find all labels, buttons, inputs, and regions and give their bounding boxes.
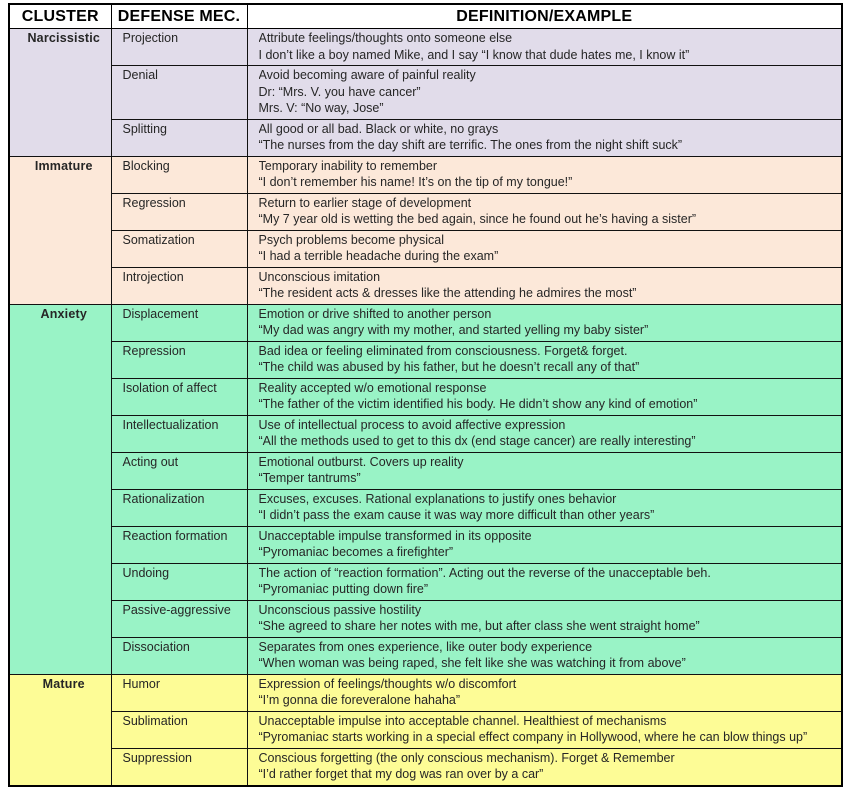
mechanism-cell: Projection: [111, 29, 247, 66]
definition-line: Use of intellectual process to avoid affective expression: [258, 417, 566, 432]
definition-cell: [247, 193, 842, 230]
definition-line: All good or all bad. Black or white, no grays: [258, 121, 499, 136]
definition-line: Avoid becoming aware of painful reality: [258, 68, 476, 82]
definition-cell: [247, 674, 842, 711]
mechanism-cell: Humor: [111, 674, 247, 711]
table-header: [9, 4, 842, 29]
example-line: “I didn’t pass the exam cause it was way more difficult than other years”: [258, 508, 655, 522]
example-line: “She agreed to share her notes with me, but after class she went straight home”: [258, 619, 700, 633]
definition-cell: [247, 29, 842, 66]
mechanism-cell: Denial: [111, 66, 247, 120]
cluster-label-narcissistic: Narcissistic: [9, 29, 111, 157]
definition-cell: [247, 415, 842, 452]
definition-line: Conscious forgetting (the only conscious mechanism). Forget & Remember: [258, 750, 675, 765]
table-row: [9, 119, 842, 156]
header-cluster: CLUSTER: [9, 4, 111, 29]
table-row: [9, 230, 842, 267]
mechanism-cell: Intellectualization: [111, 415, 247, 452]
cluster-label-anxiety: Anxiety: [9, 304, 111, 674]
example-line: “I’m gonna die foreveralone hahaha”: [258, 693, 461, 707]
definition-line: Expression of feelings/thoughts w/o discomfort: [258, 676, 517, 691]
example-line: “I had a terrible headache during the exam”: [258, 249, 499, 263]
definition-line: Return to earlier stage of development: [258, 195, 472, 210]
table-row: [9, 526, 842, 563]
example-line: “When woman was being raped, she felt like she was watching it from above”: [258, 656, 686, 670]
table-row: [9, 304, 842, 341]
header-defense-mec: DEFENSE MEC.: [111, 4, 247, 29]
definition-cell: [247, 600, 842, 637]
example-line: Mrs. V: “No way, Jose”: [258, 101, 384, 115]
table-row: [9, 66, 842, 120]
definition-cell: [247, 711, 842, 748]
definition-cell: [247, 489, 842, 526]
mechanism-cell: Introjection: [111, 267, 247, 304]
definition-cell: [247, 119, 842, 156]
mechanism-cell: Reaction formation: [111, 526, 247, 563]
example-line: “The nurses from the day shift are terrific. The ones from the night shift suck”: [258, 138, 683, 152]
table-row: [9, 378, 842, 415]
definition-line: Bad idea or feeling eliminated from consciousness. Forget& forget.: [258, 343, 628, 358]
definition-cell: [247, 267, 842, 304]
mechanism-cell: Displacement: [111, 304, 247, 341]
table-row: [9, 193, 842, 230]
definition-line: Unconscious passive hostility: [258, 602, 422, 617]
table-row: [9, 600, 842, 637]
definition-line: Psych problems become physical: [258, 232, 444, 247]
table-row: [9, 29, 842, 66]
cluster-label-mature: Mature: [9, 674, 111, 786]
definition-cell: [247, 378, 842, 415]
mechanism-cell: Dissociation: [111, 637, 247, 674]
definition-line: The action of “reaction formation”. Acting out the reverse of the unacceptable beh.: [258, 565, 711, 580]
defense-mechanisms-table: [8, 3, 843, 787]
example-line: “Pyromaniac becomes a firefighter”: [258, 545, 454, 559]
mechanism-cell: Rationalization: [111, 489, 247, 526]
definition-line: Separates from ones experience, like outer body experience: [258, 639, 593, 654]
mechanism-cell: Blocking: [111, 156, 247, 193]
table-row: [9, 711, 842, 748]
table-row: [9, 489, 842, 526]
definition-line: Unacceptable impulse transformed in its opposite: [258, 528, 532, 543]
cluster-label-immature: Immature: [9, 156, 111, 304]
example-line: I don’t like a boy named Mike, and I say “I know that dude hates me, I know it”: [258, 47, 690, 62]
definition-cell: [247, 563, 842, 600]
table-row: [9, 415, 842, 452]
definition-line: Reality accepted w/o emotional response: [258, 380, 487, 395]
mechanism-cell: Somatization: [111, 230, 247, 267]
example-line: “All the methods used to get to this dx (end stage cancer) are really interesting”: [258, 434, 696, 448]
header-row: [9, 4, 842, 29]
table-row: [9, 748, 842, 786]
definition-cell: [247, 341, 842, 378]
mechanism-cell: Acting out: [111, 452, 247, 489]
example-line: “Pyromaniac putting down fire”: [258, 582, 429, 596]
example-line: “Pyromaniac starts working in a special effect company in Hollywood, where he can blow things up”: [258, 730, 808, 744]
definition-cell: [247, 230, 842, 267]
definition-cell: [247, 156, 842, 193]
definition-line: Unacceptable impulse into acceptable channel. Healthiest of mechanisms: [258, 713, 667, 728]
example-line: “Temper tantrums”: [258, 471, 361, 485]
definition-line: Emotion or drive shifted to another person: [258, 306, 492, 321]
example-line: “I don’t remember his name! It’s on the tip of my tongue!”: [258, 175, 573, 189]
mechanism-cell: Regression: [111, 193, 247, 230]
definition-line: Attribute feelings/thoughts onto someone else: [258, 31, 513, 45]
mechanism-cell: Undoing: [111, 563, 247, 600]
table-row: [9, 156, 842, 193]
example-line: “The child was abused by his father, but he doesn’t recall any of that”: [258, 360, 640, 374]
mechanism-cell: Repression: [111, 341, 247, 378]
example-line: Dr: “Mrs. V. you have cancer”: [258, 84, 421, 99]
table-row: [9, 452, 842, 489]
table-row: [9, 563, 842, 600]
definition-line: Unconscious imitation: [258, 269, 381, 284]
example-line: “My 7 year old is wetting the bed again, since he found out he’s having a sister”: [258, 212, 697, 226]
definition-cell: [247, 66, 842, 120]
mechanism-cell: Suppression: [111, 748, 247, 786]
example-line: “I’d rather forget that my dog was ran over by a car”: [258, 767, 544, 781]
definition-cell: [247, 526, 842, 563]
definition-cell: [247, 748, 842, 786]
table-row: [9, 267, 842, 304]
mechanism-cell: Sublimation: [111, 711, 247, 748]
definition-line: Emotional outburst. Covers up reality: [258, 454, 464, 469]
header-definition-example: DEFINITION/EXAMPLE: [247, 4, 842, 29]
example-line: “The resident acts & dresses like the attending he admires the most”: [258, 286, 637, 300]
mechanism-cell: Isolation of affect: [111, 378, 247, 415]
definition-line: Excuses, excuses. Rational explanations to justify ones behavior: [258, 491, 617, 506]
definition-cell: [247, 637, 842, 674]
table-row: [9, 637, 842, 674]
mechanism-cell: Passive-aggressive: [111, 600, 247, 637]
mechanism-cell: Splitting: [111, 119, 247, 156]
example-line: “My dad was angry with my mother, and started yelling my baby sister”: [258, 323, 649, 337]
table-row: [9, 674, 842, 711]
table-row: [9, 341, 842, 378]
definition-cell: [247, 452, 842, 489]
example-line: “The father of the victim identified his body. He didn’t show any kind of emotion”: [258, 397, 698, 411]
definition-line: Temporary inability to remember: [258, 158, 438, 173]
definition-cell: [247, 304, 842, 341]
